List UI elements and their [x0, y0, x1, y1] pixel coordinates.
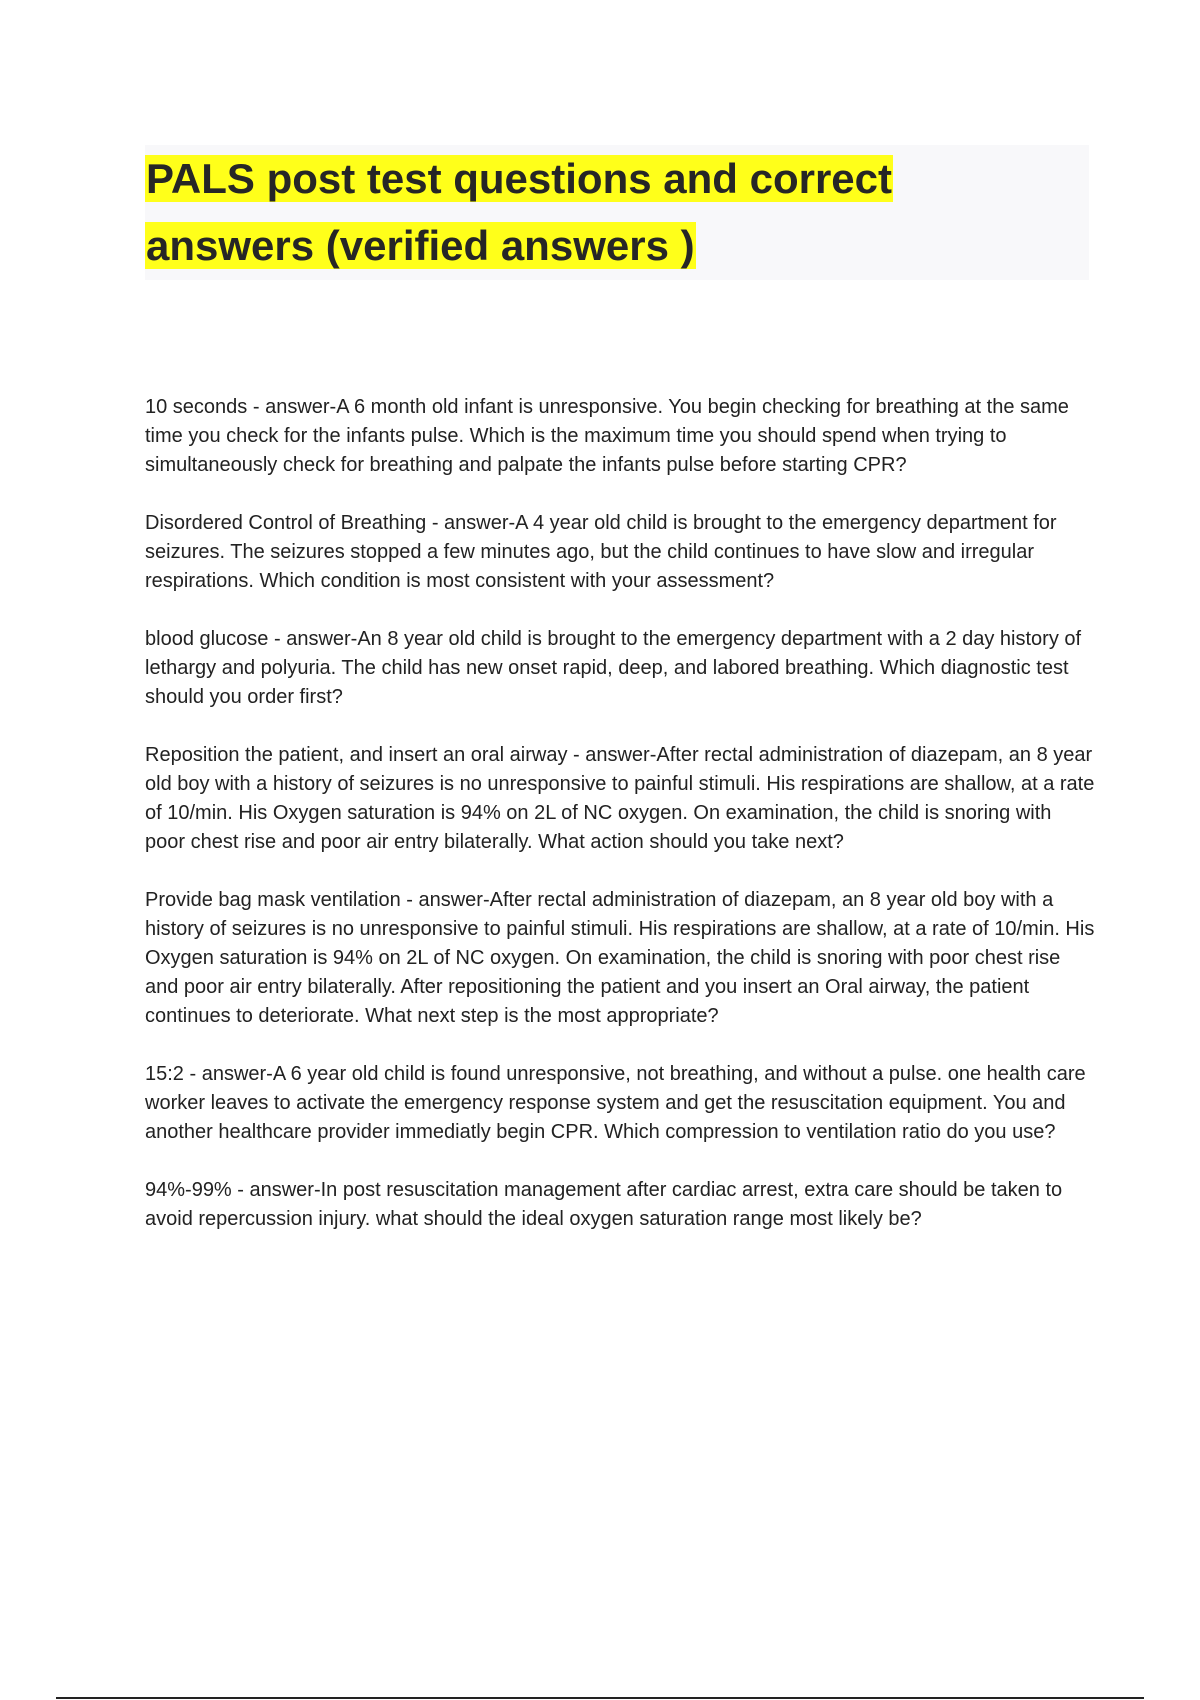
qa-item [145, 393, 1095, 480]
qa-text: Disordered Control of Breathing - answer-A 4 year old child is brought to the emergency department for seizures. The seizures stopped a few minutes ago, but the child continues to have slow and irregular respirations. Which condition is most consistent with your assessment? [145, 512, 1057, 592]
qa-item [145, 1060, 1095, 1147]
qa-text: 10 seconds - answer-A 6 month old infant is unresponsive. You begin checking for breathing at the same time you check for the infants pulse. Which is the maximum time you should spend when trying to simultaneously check for breathing and palpate the infants pulse before starting CPR? [145, 396, 1069, 476]
title-line-2: answers (verified answers ) [146, 222, 695, 269]
qa-text: 94%-99% - answer-In post resuscitation management after cardiac arrest, extra care should be taken to avoid repercussion injury. what should the ideal oxygen saturation range most likely be? [145, 1179, 1063, 1230]
qa-item [145, 509, 1095, 596]
qa-text: Reposition the patient, and insert an oral airway - answer-After rectal administration of diazepam, an 8 year old boy with a history of seizures is no unresponsive to painful stimuli. His respirations are shallow, at a rate of 10/min. His Oxygen saturation is 94% on 2L of NC oxygen. On examination, the child is snoring with poor chest rise and poor air entry bilaterally. What action should you take next? [145, 744, 1095, 853]
qa-list [145, 393, 1095, 1263]
qa-item [145, 625, 1095, 712]
page-title [145, 145, 1089, 279]
title-block [145, 145, 1089, 280]
page-bottom-divider [56, 1697, 1144, 1699]
qa-item [145, 886, 1095, 1031]
qa-text: Provide bag mask ventilation - answer-After rectal administration of diazepam, an 8 year old boy with a history of seizures is no unresponsive to painful stimuli. His respirations are shallow, at a rate of 10/min. His Oxygen saturation is 94% on 2L of NC oxygen. On examination, the child is snoring with poor chest rise and poor air entry bilaterally. After repositioning the patient and you insert an Oral airway, the patient continues to deteriorate. What next step is the most appropriate? [145, 889, 1095, 1027]
qa-text: 15:2 - answer-A 6 year old child is found unresponsive, not breathing, and without a pulse. one health care worker leaves to activate the emergency response system and get the resuscitation equipment. You and another healthcare provider immediatly begin CPR. Which compression to ventilation ratio do you use? [145, 1063, 1086, 1143]
title-line-1: PALS post test questions and correct [146, 155, 893, 202]
qa-text: blood glucose - answer-An 8 year old child is brought to the emergency department with a 2 day history of lethargy and polyuria. The child has new onset rapid, deep, and labored breathing. Which diagnostic test should you order first? [145, 628, 1082, 708]
qa-item [145, 741, 1095, 857]
qa-item [145, 1176, 1095, 1234]
